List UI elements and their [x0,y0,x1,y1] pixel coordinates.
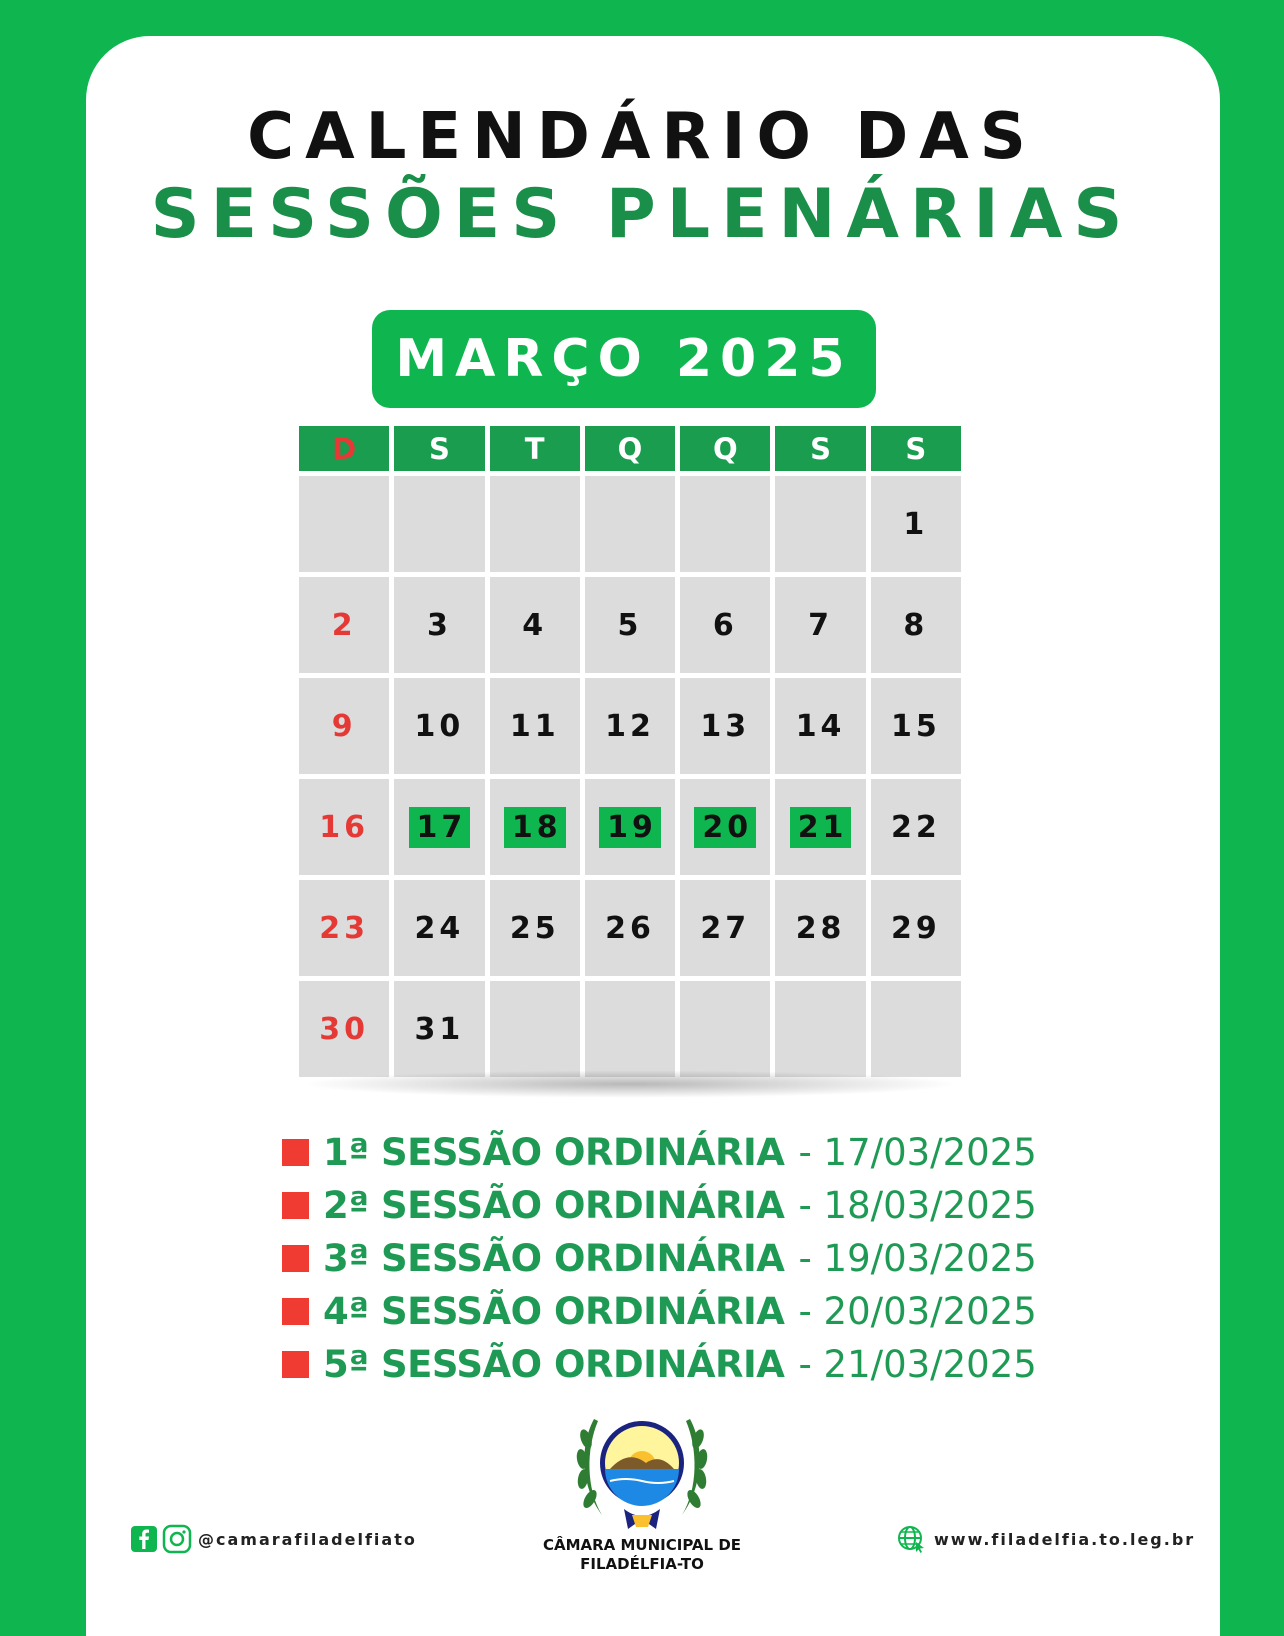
calendar-day [680,577,770,673]
calendar-day [680,880,770,976]
calendar-days [299,476,961,1077]
session-name: 2ª SESSÃO ORDINÁRIA [323,1184,785,1227]
session-name: 1ª SESSÃO ORDINÁRIA [323,1131,785,1174]
logo-caption-line-1: CÂMARA MUNICIPAL DE [542,1536,742,1554]
day-number: 8 [903,607,929,643]
calendar-day [680,678,770,774]
calendar-day [299,678,389,774]
calendar-empty-cell [871,981,961,1077]
weekday-header [299,426,961,471]
calendar-day [775,880,865,976]
session-day-highlight: 20 [694,807,756,848]
calendar-empty-cell [490,981,580,1077]
title-line-2: SESSÕES PLENÁRIAS [150,175,1134,254]
day-number: 5 [617,607,643,643]
day-number: 27 [700,910,751,946]
calendar-day [775,577,865,673]
day-number: 13 [700,708,751,744]
calendar-empty-cell [299,476,389,572]
camara-logo-emblem [572,1405,712,1555]
calendar-day [680,779,770,875]
social-handle[interactable]: @camarafiladelfiato [198,1529,417,1549]
session-date: - 21/03/2025 [798,1343,1037,1386]
day-number: 29 [890,910,941,946]
facebook-icon[interactable] [130,1525,158,1553]
bullet-square-icon [282,1192,309,1219]
calendar-day [299,577,389,673]
calendar-empty-cell [585,476,675,572]
calendar-day [775,779,865,875]
calendar-empty-cell [680,981,770,1077]
day-number: 2 [331,607,357,643]
calendar-day [394,981,484,1077]
calendar-empty-cell [490,476,580,572]
session-item [282,1179,1037,1232]
calendar-day [299,880,389,976]
bullet-square-icon [282,1245,309,1272]
session-day-highlight: 19 [599,807,661,848]
calendar-grid [299,426,961,1077]
session-date: - 19/03/2025 [798,1237,1037,1280]
calendar-day [490,779,580,875]
bullet-square-icon [282,1139,309,1166]
session-name: 5ª SESSÃO ORDINÁRIA [323,1343,785,1386]
day-number: 4 [522,607,548,643]
instagram-icon[interactable] [162,1524,192,1554]
day-number: 25 [509,910,560,946]
day-number: 10 [414,708,465,744]
day-number: 1 [903,506,929,542]
website-link [896,1524,1195,1554]
day-number: 28 [795,910,846,946]
calendar-day [299,981,389,1077]
weekday-label: S [394,426,484,471]
session-day-highlight: 17 [409,807,471,848]
day-number: 26 [605,910,655,946]
calendar-day [871,577,961,673]
calendar-day [775,678,865,774]
bullet-square-icon [282,1351,309,1378]
session-item [282,1126,1037,1179]
calendar-day [490,678,580,774]
calendar-day [490,577,580,673]
day-number: 6 [712,607,738,643]
session-item [282,1338,1037,1391]
day-number: 9 [331,708,357,744]
day-number: 11 [509,708,560,744]
calendar-day [871,476,961,572]
title-line-1: CALENDÁRIO DAS [247,100,1037,174]
day-number: 16 [319,809,370,845]
globe-icon [896,1524,926,1554]
calendar-empty-cell [775,476,865,572]
calendar-day [585,577,675,673]
day-number: 14 [795,708,846,744]
calendar-day [871,779,961,875]
weekday-label: S [775,426,865,471]
calendar-empty-cell [680,476,770,572]
session-list [282,1126,1037,1391]
calendar-day [871,678,961,774]
session-date: - 18/03/2025 [798,1184,1037,1227]
calendar-day [299,779,389,875]
session-day-highlight: 21 [790,807,852,848]
day-number: 31 [414,1011,465,1047]
session-item [282,1285,1037,1338]
session-item [282,1232,1037,1285]
logo-caption [512,1536,772,1574]
bullet-square-icon [282,1298,309,1325]
day-number: 15 [890,708,941,744]
day-number: 3 [426,607,452,643]
calendar-day [394,678,484,774]
weekday-label: Q [680,426,770,471]
calendar-day [871,880,961,976]
session-day-highlight: 18 [504,807,566,848]
calendar-day [585,880,675,976]
social-links [130,1524,417,1554]
calendar-empty-cell [585,981,675,1077]
day-number: 23 [319,910,370,946]
weekday-label: D [299,426,389,471]
calendar-empty-cell [394,476,484,572]
weekday-label: Q [585,426,675,471]
day-number: 24 [414,910,465,946]
session-date: - 20/03/2025 [798,1290,1037,1333]
calendar-day [394,577,484,673]
day-number: 12 [605,708,655,744]
weekday-label: T [490,426,580,471]
calendar-day [394,779,484,875]
website-url[interactable]: www.filadelfia.to.leg.br [934,1529,1196,1549]
calendar-day [394,880,484,976]
calendar-shadow [300,1070,960,1098]
month-label: MARÇO 2025 [372,310,876,408]
session-date: - 17/03/2025 [798,1131,1037,1174]
calendar-day [490,880,580,976]
calendar-empty-cell [775,981,865,1077]
day-number: 7 [808,607,833,643]
logo-caption-line-2: FILADÉLFIA-TO [580,1555,704,1573]
day-number: 30 [319,1011,370,1047]
session-name: 3ª SESSÃO ORDINÁRIA [323,1237,785,1280]
session-name: 4ª SESSÃO ORDINÁRIA [323,1290,785,1333]
calendar-day [585,678,675,774]
calendar-day [585,779,675,875]
day-number: 22 [890,809,941,845]
weekday-label: S [871,426,961,471]
